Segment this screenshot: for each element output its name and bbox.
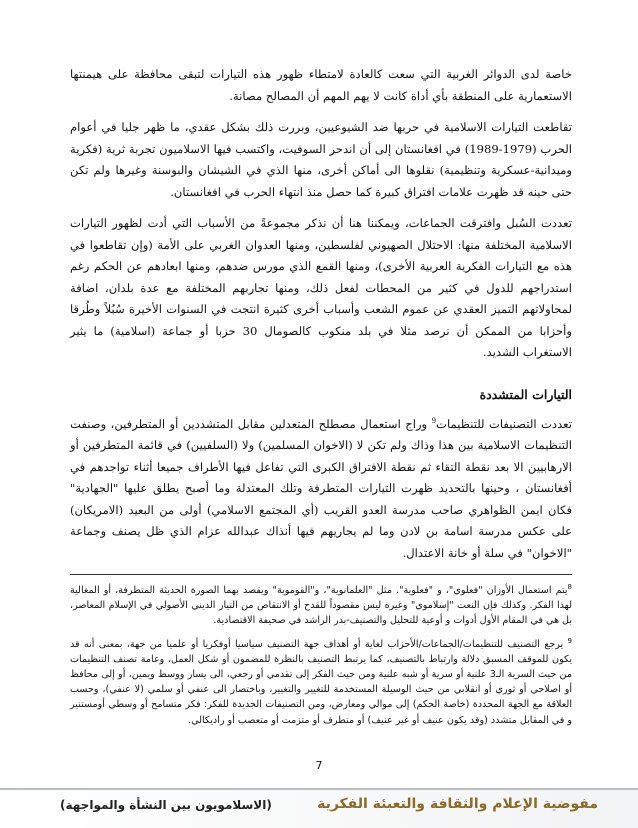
paragraph-2: تقاطعت التيارات الاسلامية في حربها ضد الشيوعيين، وبررت ذلك بشكل عقدي، ما ظهر جليا في أعوام الحرب (1979-1989) في افغانستان إلى أن اندحر السوفيت، واكتسب فيها الاسلاميون تجربة ثرية (فكرية وميدانية-عسكرية وتنظيمية) نقلوها الى أماكن أخرى، منها الذي في الشيشان والبوسنة وغيرها ولم تكن حتى حينه قد ظهرت علامات افتراق كبيرة كما حصل منذ انتهاء الحرب في افغانستان. [70, 120, 572, 199]
paragraph-3: تعددت السُبل وافترقت الجماعات، ويمكننا هنا أن نذكر مجموعةً من الأسباب التي أدت لظهور التيارات الاسلامية المختلفة منها: الاحتلال الصهيوني لفلسطين، ومنها العدوان الغربي على الأمة (وإن تقاطعوا في هذه مع التيارات الفكرية العربية الأخرى)، ومنها القمع الذي مورس ضدهم، ومنها ابعادهم عن الحكم رغم استدراجهم للدول في كثير من المحطات لفعل ذلك، ومنها تجاربهم المختلفة مع عدة بلدان، اضافة لمحاولاتهم التميز العقدي عن عموم الشعب وأسباب أخرى كثيرة انتجت في السنوات الأخيرة سُبُلاً وطُرقا وأحزابا من الممكن أن نرصد مثلا في بلد منكوب كالصومال 30 حزبا أو جماعة (اسلامية) ما يثير الاستغراب الشديد. [70, 216, 572, 359]
footnote-text: يتم استعمال الأوزان "فعلوي"، و "فعلوية". مثل "العلمانوية"، و"القوموية" ويقصد بهما الصورة الحديثة المتطرفة، أو المغالية لهذا الفكر. وكذلك فإن النعت "إسلاموي" وغيره ليس مقصوداً للقدح أو الانتقاص من التيار الديني الأصولي في الإسلام المعاصر، بل هي في المقام الأول أدوات و أوعية للتحليل والتصنيف-بدر الراشد في صحيفة الاقتصادية. [70, 585, 572, 627]
footer-book-title: (الاسلامويون بين النشأة والمواجهة) [60, 798, 272, 812]
paragraph-1: خاصة لدى الدوائر الغربية التي سعت كالعادة لامتطاء ظهور هذه التيارات لتبقى محافظة على هيمنتها الاستعمارية على المنطقة بأي أداة كانت لا يهم المهم أن المصالح مصانة. [70, 67, 572, 103]
footer-publisher-title: مفوضية الإعلام والثقافة والتعبئة الفكرية [317, 796, 598, 812]
footnote-ref-9[interactable]: 9 [431, 416, 437, 425]
section-heading: التيارات المتشددة [479, 386, 572, 402]
section-paragraph-text-end: وراج استعمال مصطلح المتعدلين مقابل المتشددين أو المتطرفين، وصنفت التنظيمات الاسلامية بين هذا وذاك ولم تكن لا (الاخوان المسلمين) ولا (السلفيين) في قائمة المتطرفين أو الارهابيين الا بعد نقطة التقاء ثم نقطة الافتراق الكبرى التي تفاعل فيها الأطراف جميعا أثناء تواجدهم في أفغانستان ، وحينها بالتحديد ظهرت التيارات المتطرفة وتلك المعتدلة وما أصبح يطلق عليها "الجهادية" فكان ايمن الظواهري صاحب مدرسة العدو القريب (أي المجتمع الاسلامي) أولى من البعيد (الامريكان) على عكس مدرسة اسامة بن لادن وما لم يجاريهم فيها أنذاك عبدالله عزام الذي ظل يصنف وجماعة "الاخوان" في سلة أو خانة الاعتدال. [70, 416, 572, 560]
footnote-9 [70, 637, 572, 728]
footer-book-title-text: الاسلامويون بين النشأة والمواجهة [65, 798, 267, 812]
footnote-divider [70, 574, 572, 575]
section-paragraph [70, 414, 572, 565]
page-number: 7 [315, 759, 323, 772]
footnote-text: يرجع التصنيف للتنظيمات/الجماعات/الأحزاب لغاية أو أهداف جهة التصنيف سياسيا أوفكريا أو علميا من جهة، بمعنى أنه قد يكون للموقف المسبق دلالة وارتباط بالتصنيف، كما يرتبط التصنيف بالنظرة للمضمون أو شكل العمل، وعامة تصنف التنظيمات من حيث السرية الـ3 علنية أو سرية أو شبه علنية ومن حيث الفكر إلى تقدمي أو رجعي، الى يسار ووسط ويمين، أو إلى محافظ أو اصلاحي أو ثوري أو انقلابي من حيث الوسيلة المستخدمة للتغيير والتغيير، وباختصار الى عنفي أو سلمي (لا عنفي)، وحسب العلاقة مع الجهة المحددة (خاصة الحكم) إلى موالي ومعارض، ومن التصنيفات الجديدة للفكر: فكر متسامح أو وسطي أومستنير و في المقابل متشدد (وقد يكون عنيف أو غير عنيف) أو متطرف أو متزمت أو متعصب أو راديكالي. [70, 638, 572, 726]
page-content [70, 64, 572, 736]
footnote-8 [70, 583, 572, 629]
footnote-number: 8 [567, 582, 572, 591]
footnote-number: 9 [567, 636, 572, 645]
section-paragraph-text-start: تعددت التصنيفات للتنظيمات [436, 416, 572, 431]
